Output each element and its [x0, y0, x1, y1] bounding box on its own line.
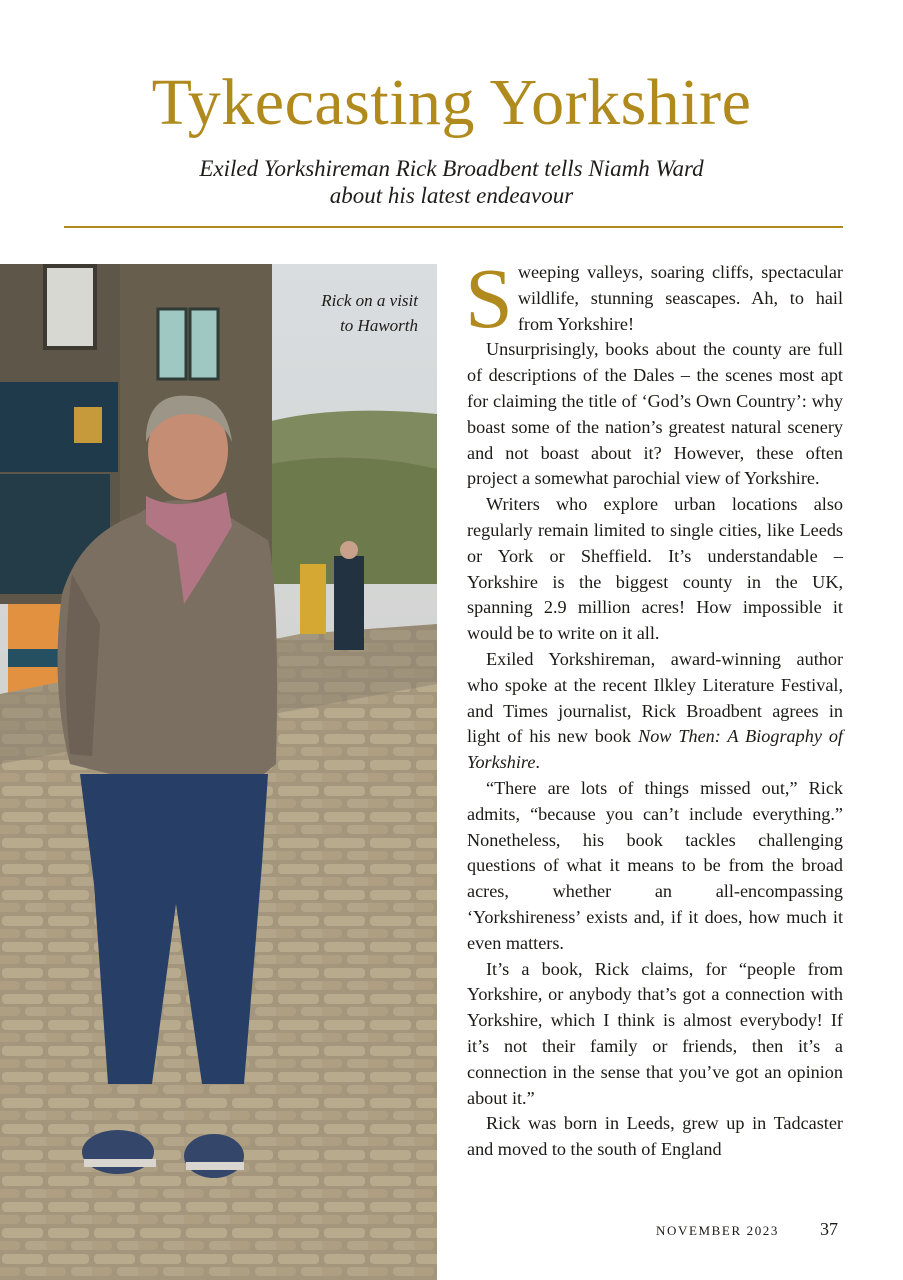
article-paragraph: Unsurprisingly, books about the county are full of descriptions of the Dales – the scenes most apt for claiming the title of ‘God’s Own Country’: why boast some of the nation’s greatest natural scenery and not boast about it? However, these often project a somewhat parochial view of Yorkshire. [467, 339, 843, 489]
article-title: Tykecasting Yorkshire [151, 66, 752, 139]
article-paragraph: “There are lots of things missed out,” Rick admits, “because you can’t include everything.” Nonetheless, his book tackles challenging questions of what it means to be from the broad acres, whether an all-encompassing ‘Yorkshireness’ exists and, if it does, how much it even matters. [467, 777, 843, 953]
article-paragraph [467, 647, 843, 776]
caption-line: to Haworth [340, 316, 418, 335]
article-paragraph: Rick was born in Leeds, grew up in Tadcaster and moved to the south of England [467, 1113, 843, 1160]
book-title: Now Then: A Biography of Yorkshire [467, 726, 843, 773]
issue-date: NOVEMBER 2023 [656, 1223, 779, 1238]
photo-illustration [0, 264, 437, 1280]
article-body [465, 250, 843, 1163]
article-paragraph [465, 250, 843, 346]
page-number: 37 [820, 1219, 838, 1239]
article-paragraph: Writers who explore urban locations also regularly remain limited to single cities, like Leeds or York or Sheffield. It’s understandable – Yorkshire is the biggest county in the UK, spanning 2.9 million acres! How impossible it would be to write on it all. [467, 494, 843, 644]
article-photo [0, 264, 437, 1280]
drop-cap: S [465, 250, 513, 346]
caption-line: Rick on a visit [321, 291, 418, 310]
photo-caption [268, 288, 418, 338]
standfirst-line: Exiled Yorkshireman Rick Broadbent tells Niamh Ward [199, 156, 704, 181]
standfirst [120, 155, 783, 209]
standfirst-line: about his latest endeavour [329, 183, 574, 208]
paragraph-text: Exiled Yorkshireman, award-winning author who spoke at the recent Ilkley Literature Festival, and Times journalist, Rick Broadbent agrees in light of his new book [467, 648, 843, 747]
article-paragraph: It’s a book, Rick claims, for “people from Yorkshire, or anybody that’s got a connection with Yorkshire, which I think is almost everybody! If it’s not their family or friends, then it’s a connection in the sense that you’ve got an opinion about it.” [467, 958, 843, 1108]
paragraph-text: weeping valleys, soaring cliffs, spectacular wildlife, stunning seascapes. Ah, to hail from Yorkshire! [517, 262, 843, 334]
title-divider [64, 226, 843, 228]
paragraph-text: . [535, 752, 540, 773]
